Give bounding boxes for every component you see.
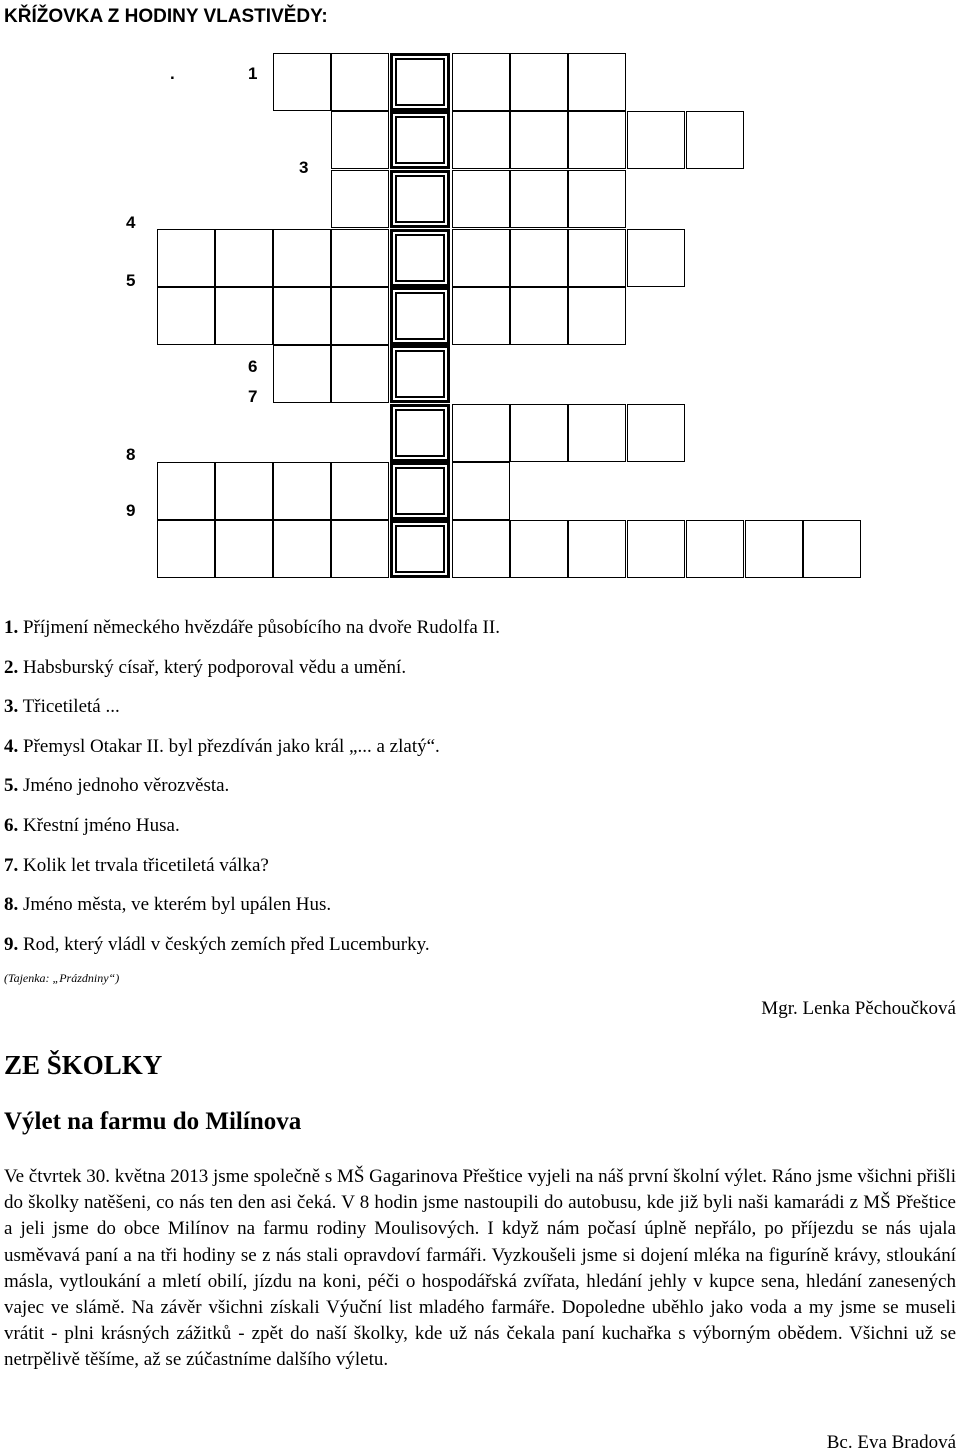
clue-item xyxy=(4,772,704,812)
crossword-cell[interactable] xyxy=(745,520,803,578)
clue-item xyxy=(4,733,704,773)
crossword-cell[interactable] xyxy=(510,520,568,578)
secret-cell[interactable] xyxy=(390,404,450,462)
crossword-cell[interactable] xyxy=(331,111,389,169)
secret-cell[interactable] xyxy=(390,462,450,520)
clue-item xyxy=(4,891,704,931)
crossword-cell[interactable] xyxy=(510,53,568,111)
clue-text: Jméno jednoho věrozvěsta. xyxy=(18,775,230,797)
clue-text: Třicetiletá ... xyxy=(18,696,120,718)
crossword-cell[interactable] xyxy=(568,53,626,111)
page-title: KŘÍŽOVKA Z HODINY VLASTIVĚDY: xyxy=(4,6,328,27)
crossword-cell[interactable] xyxy=(157,229,215,287)
crossword-cell[interactable] xyxy=(510,229,568,287)
secret-cell[interactable] xyxy=(390,229,450,287)
crossword-cell[interactable] xyxy=(331,287,389,345)
tajenka-note: (Tajenka: „Prázdniny“) xyxy=(4,971,120,985)
crossword-cell[interactable] xyxy=(510,170,568,228)
secret-cell[interactable] xyxy=(390,520,450,578)
clue-text: Habsburský císař, který podporoval vědu a umění. xyxy=(18,656,407,678)
crossword-cell[interactable] xyxy=(157,520,215,578)
clue-text: Rod, který vládl v českých zemích před Lucemburky. xyxy=(18,933,430,955)
crossword-cell[interactable] xyxy=(331,53,389,111)
crossword-grid xyxy=(0,0,960,600)
clue-number: 3. xyxy=(4,696,19,718)
crossword-cell[interactable] xyxy=(510,287,568,345)
crossword-cell[interactable] xyxy=(215,229,273,287)
clue-text: Křestní jméno Husa. xyxy=(18,814,180,836)
crossword-cell[interactable] xyxy=(452,287,510,345)
crossword-cell[interactable] xyxy=(510,111,568,169)
row-number: 9 xyxy=(126,501,136,520)
crossword-cell[interactable] xyxy=(568,404,626,462)
clue-item xyxy=(4,852,704,892)
crossword-cell[interactable] xyxy=(452,520,510,578)
article-author: Bc. Eva Bradová xyxy=(826,1432,956,1453)
crossword-cell[interactable] xyxy=(273,287,331,345)
crossword-cell[interactable] xyxy=(568,520,626,578)
crossword-cell[interactable] xyxy=(627,404,685,462)
clue-text: Přemysl Otakar II. byl přezdíván jako král „... a zlatý“. xyxy=(18,735,440,757)
secret-cell[interactable] xyxy=(390,170,450,228)
clue-item xyxy=(4,614,704,654)
crossword-cell[interactable] xyxy=(273,345,331,403)
crossword-cell[interactable] xyxy=(452,404,510,462)
crossword-cell[interactable] xyxy=(452,53,510,111)
clue-text: Příjmení německého hvězdáře působícího na dvoře Rudolfa II. xyxy=(18,617,500,638)
row-number: 7 xyxy=(248,387,258,406)
crossword-cell[interactable] xyxy=(686,111,744,169)
crossword-cell[interactable] xyxy=(627,229,685,287)
crossword-cell[interactable] xyxy=(157,287,215,345)
crossword-cell[interactable] xyxy=(273,229,331,287)
crossword-cell[interactable] xyxy=(686,520,744,578)
crossword-cell[interactable] xyxy=(568,287,626,345)
crossword-cell[interactable] xyxy=(803,520,861,578)
clue-item xyxy=(4,693,704,733)
clue-item xyxy=(4,931,704,971)
secret-cell[interactable] xyxy=(390,53,450,111)
clue-number: 1. xyxy=(4,617,19,638)
crossword-cell[interactable] xyxy=(452,170,510,228)
crossword-cell[interactable] xyxy=(568,170,626,228)
section-heading: ZE ŠKOLKY xyxy=(4,1050,163,1080)
article-body: Ve čtvrtek 30. května 2013 jsme společně s MŠ Gagarinova Přeštice vyjeli na náš první školní výlet. Ráno jsme všichni přišli do školky natěšeni, co nás ten den asi čeká. V 8 hodin jsme nastoupili do autobusu, kde již byli naši kamarádi z MŠ Přeštice a jeli jsme do obce Milínov na farmu rodiny Moulisových. I když nám počasí úplně nepřálo, po příjezdu se nás ujala usměvavá paní a na tři hodiny se z nás stali opravdoví farmáři. Vyzkoušeli jsme si dojení mléka na figuríně krávy, stloukání másla, vytloukání a mletí obilí, jízdu na koni, péči o hospodářská zvířata, hledání jehly v kupce sena, hledání zanesených vajec ve slámě. Na závěr všichni získali Výuční list mladého farmáře. Dopoledne uběhlo jako voda a my jsme se museli vrátit - plni krásných zážitků - zpět do naší školky, kde už nás čekala paní kuchařka s výborným obědem. Všichni už se netrpělivě těšíme, až se zúčastníme dalšího výletu. xyxy=(4,1166,956,1371)
stray-mark: . xyxy=(170,64,175,83)
crossword-cell[interactable] xyxy=(452,462,510,520)
crossword-cell[interactable] xyxy=(331,462,389,520)
article-title: Výlet na farmu do Milínova xyxy=(4,1108,302,1135)
clue-number: 6. xyxy=(4,814,19,836)
clue-number: 4. xyxy=(4,735,19,757)
clue-list xyxy=(4,614,704,970)
secret-cell[interactable] xyxy=(390,287,450,345)
crossword-cell[interactable] xyxy=(273,53,331,111)
crossword-cell[interactable] xyxy=(215,462,273,520)
clue-number: 9. xyxy=(4,933,19,955)
crossword-cell[interactable] xyxy=(627,520,685,578)
row-number: 8 xyxy=(126,445,136,464)
crossword-cell[interactable] xyxy=(627,111,685,169)
crossword-cell[interactable] xyxy=(331,345,389,403)
clue-number: 5. xyxy=(4,775,19,797)
clue-item xyxy=(4,654,704,694)
row-number: 4 xyxy=(126,213,136,232)
secret-cell[interactable] xyxy=(390,111,450,169)
crossword-cell[interactable] xyxy=(452,111,510,169)
crossword-cell[interactable] xyxy=(568,229,626,287)
crossword-cell[interactable] xyxy=(273,462,331,520)
clue-number: 8. xyxy=(4,894,19,916)
crossword-cell[interactable] xyxy=(452,229,510,287)
crossword-cell[interactable] xyxy=(215,520,273,578)
crossword-cell[interactable] xyxy=(331,170,389,228)
secret-cell[interactable] xyxy=(390,345,450,403)
clue-item xyxy=(4,812,704,852)
row-number: 5 xyxy=(126,271,136,290)
crossword-cell[interactable] xyxy=(568,111,626,169)
row-number: 1 xyxy=(248,64,258,83)
clue-text: Jméno města, ve kterém byl upálen Hus. xyxy=(18,894,332,916)
crossword-cell[interactable] xyxy=(331,520,389,578)
crossword-cell[interactable] xyxy=(157,462,215,520)
row-number: 3 xyxy=(299,158,309,177)
crossword-cell[interactable] xyxy=(510,404,568,462)
clue-number: 7. xyxy=(4,854,19,876)
crossword-author: Mgr. Lenka Pěchoučková xyxy=(761,998,956,1019)
clue-text: Kolik let trvala třicetiletá válka? xyxy=(18,854,269,876)
crossword-cell[interactable] xyxy=(273,520,331,578)
clue-number: 2. xyxy=(4,656,19,678)
crossword-cell[interactable] xyxy=(331,229,389,287)
crossword-cell[interactable] xyxy=(215,287,273,345)
row-number: 6 xyxy=(248,357,258,376)
